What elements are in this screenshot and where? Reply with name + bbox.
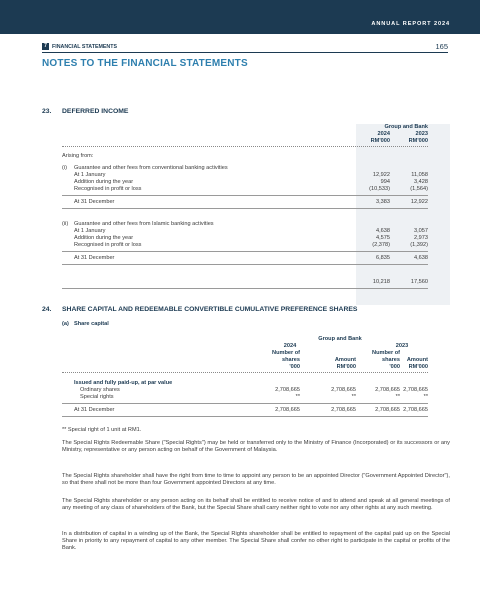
total-rule [62, 416, 428, 417]
total-value-2024: 3,383 [376, 199, 390, 205]
report-label: ANNUAL REPORT 2024 [371, 21, 450, 27]
issued-label: Issued and fully paid-up, at par value [74, 380, 173, 386]
total-value-2023: 12,922 [410, 199, 428, 205]
col3-header: '000 [389, 364, 400, 370]
note-23-heading: DEFERRED INCOME [62, 108, 129, 115]
grand-total-rule [62, 288, 428, 289]
row-label: Addition during the year [74, 179, 134, 185]
paragraph: The Special Rights shareholder or any person acting on its behalf shall be entitled to receive notice of and to attend and speak at all general meetings of any meeting of any class of shareholders of the Bank, but the Special Share shall carry neither right to vote nor any other rights at any such meeting. [62, 498, 450, 512]
row-value-2023: 3,057 [414, 228, 428, 234]
grand-total-2024: 10,218 [372, 279, 390, 285]
section-number-badge: 7 [42, 43, 49, 50]
row-value-2023: 11,058 [411, 172, 428, 178]
row-value-2023: (1,392) [410, 242, 428, 248]
total-label: At 31 December [74, 255, 115, 261]
part-ii-number: (ii) [62, 221, 69, 227]
subtotal-rule [62, 251, 428, 252]
col-2023: 2023 [415, 131, 428, 137]
share-value: ** [395, 394, 400, 400]
total-value-2024: 6,835 [376, 255, 390, 261]
col-2024: 2024 [377, 131, 390, 137]
row-value-2024: 12,922 [372, 172, 390, 178]
col2-header: RM'000 [336, 364, 356, 370]
share-value: ** [295, 394, 300, 400]
col4-header: RM'000 [408, 364, 428, 370]
total-rule [62, 264, 428, 265]
part-i-title: Guarantee and other fees from conventional banking activities [74, 165, 228, 171]
unit-2024: RM'000 [370, 138, 390, 144]
row-value-2024: (10,533) [369, 186, 390, 192]
unit-2023: RM'000 [408, 138, 428, 144]
row-label: Recognised in profit or loss [74, 186, 142, 192]
note-24a-number: (a) [62, 321, 69, 327]
paragraph: The Special Rights shareholder shall have the right from time to time to appoint any person to be an appointed Director ("Government Appointed Director"), so that there shall not be more than four Government appointed Directors at any time. [62, 473, 450, 487]
row-value-2024: (2,378) [372, 242, 390, 248]
page-title: NOTES TO THE FINANCIAL STATEMENTS [42, 58, 248, 69]
current-year-shade [356, 124, 450, 305]
footnote: ** Special right of 1 unit at RM1. [62, 427, 142, 433]
group-bank-label: Group and Bank [384, 124, 428, 130]
row-value-2023: (1,564) [410, 186, 428, 192]
total-label: At 31 December [74, 407, 115, 413]
row-value-2023: 2,973 [414, 235, 428, 241]
share-value: 2,708,665 [403, 387, 428, 393]
total-label: At 31 December [74, 199, 115, 205]
col1-header: '000 [289, 364, 300, 370]
row-value-2024: 4,638 [376, 228, 390, 234]
page-number: 165 [435, 42, 448, 51]
grand-total-2023: 17,560 [410, 279, 428, 285]
total-rule [62, 208, 428, 209]
note-24-heading: SHARE CAPITAL AND REDEEMABLE CONVERTIBLE CUMULATIVE PREFERENCE SHARES [62, 306, 358, 313]
share-value: ** [351, 394, 356, 400]
row-value-2024: 994 [380, 179, 390, 185]
col3-header: shares [381, 357, 400, 363]
part-ii-title: Guarantee and other fees from Islamic banking activities [74, 221, 214, 227]
header-dotted-rule [62, 146, 428, 147]
subtotal-rule [62, 403, 428, 404]
row-value-2024: 4,575 [376, 235, 390, 241]
row-label: Recognised in profit or loss [74, 242, 142, 248]
total-value: 2,708,665 [403, 407, 428, 413]
row-value-2023: 3,428 [414, 179, 428, 185]
col3-header: Number of [372, 350, 400, 356]
header-divider [42, 52, 448, 53]
total-value-2023: 4,638 [414, 255, 428, 261]
group-bank-label: Group and Bank [318, 336, 362, 342]
note-24-number: 24. [42, 306, 52, 313]
total-value: 2,708,665 [275, 407, 300, 413]
share-value: 2,708,665 [275, 387, 300, 393]
col2-header: Amount [334, 357, 356, 363]
part-i-number: (i) [62, 165, 67, 171]
col1-header: shares [281, 357, 300, 363]
total-value: 2,708,665 [375, 407, 400, 413]
note-24a-heading: Share capital [74, 321, 109, 327]
note-23-number: 23. [42, 108, 52, 115]
share-row-label: Special rights [80, 394, 114, 400]
header-dotted-rule [62, 372, 428, 373]
row-label: Addition during the year [74, 235, 134, 241]
share-value: 2,708,665 [331, 387, 356, 393]
share-value: ** [423, 394, 428, 400]
top-banner [0, 0, 480, 34]
col4-header: Amount [406, 357, 428, 363]
year-2024: 2024 [283, 343, 297, 349]
section-name: FINANCIAL STATEMENTS [52, 44, 118, 50]
share-value: 2,708,665 [375, 387, 400, 393]
subtotal-rule [62, 195, 428, 196]
total-value: 2,708,665 [331, 407, 356, 413]
paragraph: The Special Rights Redeemable Share ("Special Rights") may be held or transferred only to the Ministry of Finance (Incorporated) or its successors or any Ministry, representative or any person acting on behalf of the Government of Malaysia. [62, 440, 450, 454]
row-label: At 1 January [74, 228, 106, 234]
year-2023: 2023 [395, 343, 409, 349]
row-label: At 1 January [74, 172, 106, 178]
arising-from-label: Arising from: [62, 153, 94, 159]
col1-header: Number of [272, 350, 300, 356]
paragraph: In a distribution of capital in a winding up of the Bank, the Special Rights shareholder shall be entitled to repayment of the capital paid up on the Special Share in priority to any repayment of capital to any other member. The Special Share shall confer no other right to participate in the capital or profits of the Bank. [62, 531, 450, 552]
share-row-label: Ordinary shares [80, 387, 120, 393]
